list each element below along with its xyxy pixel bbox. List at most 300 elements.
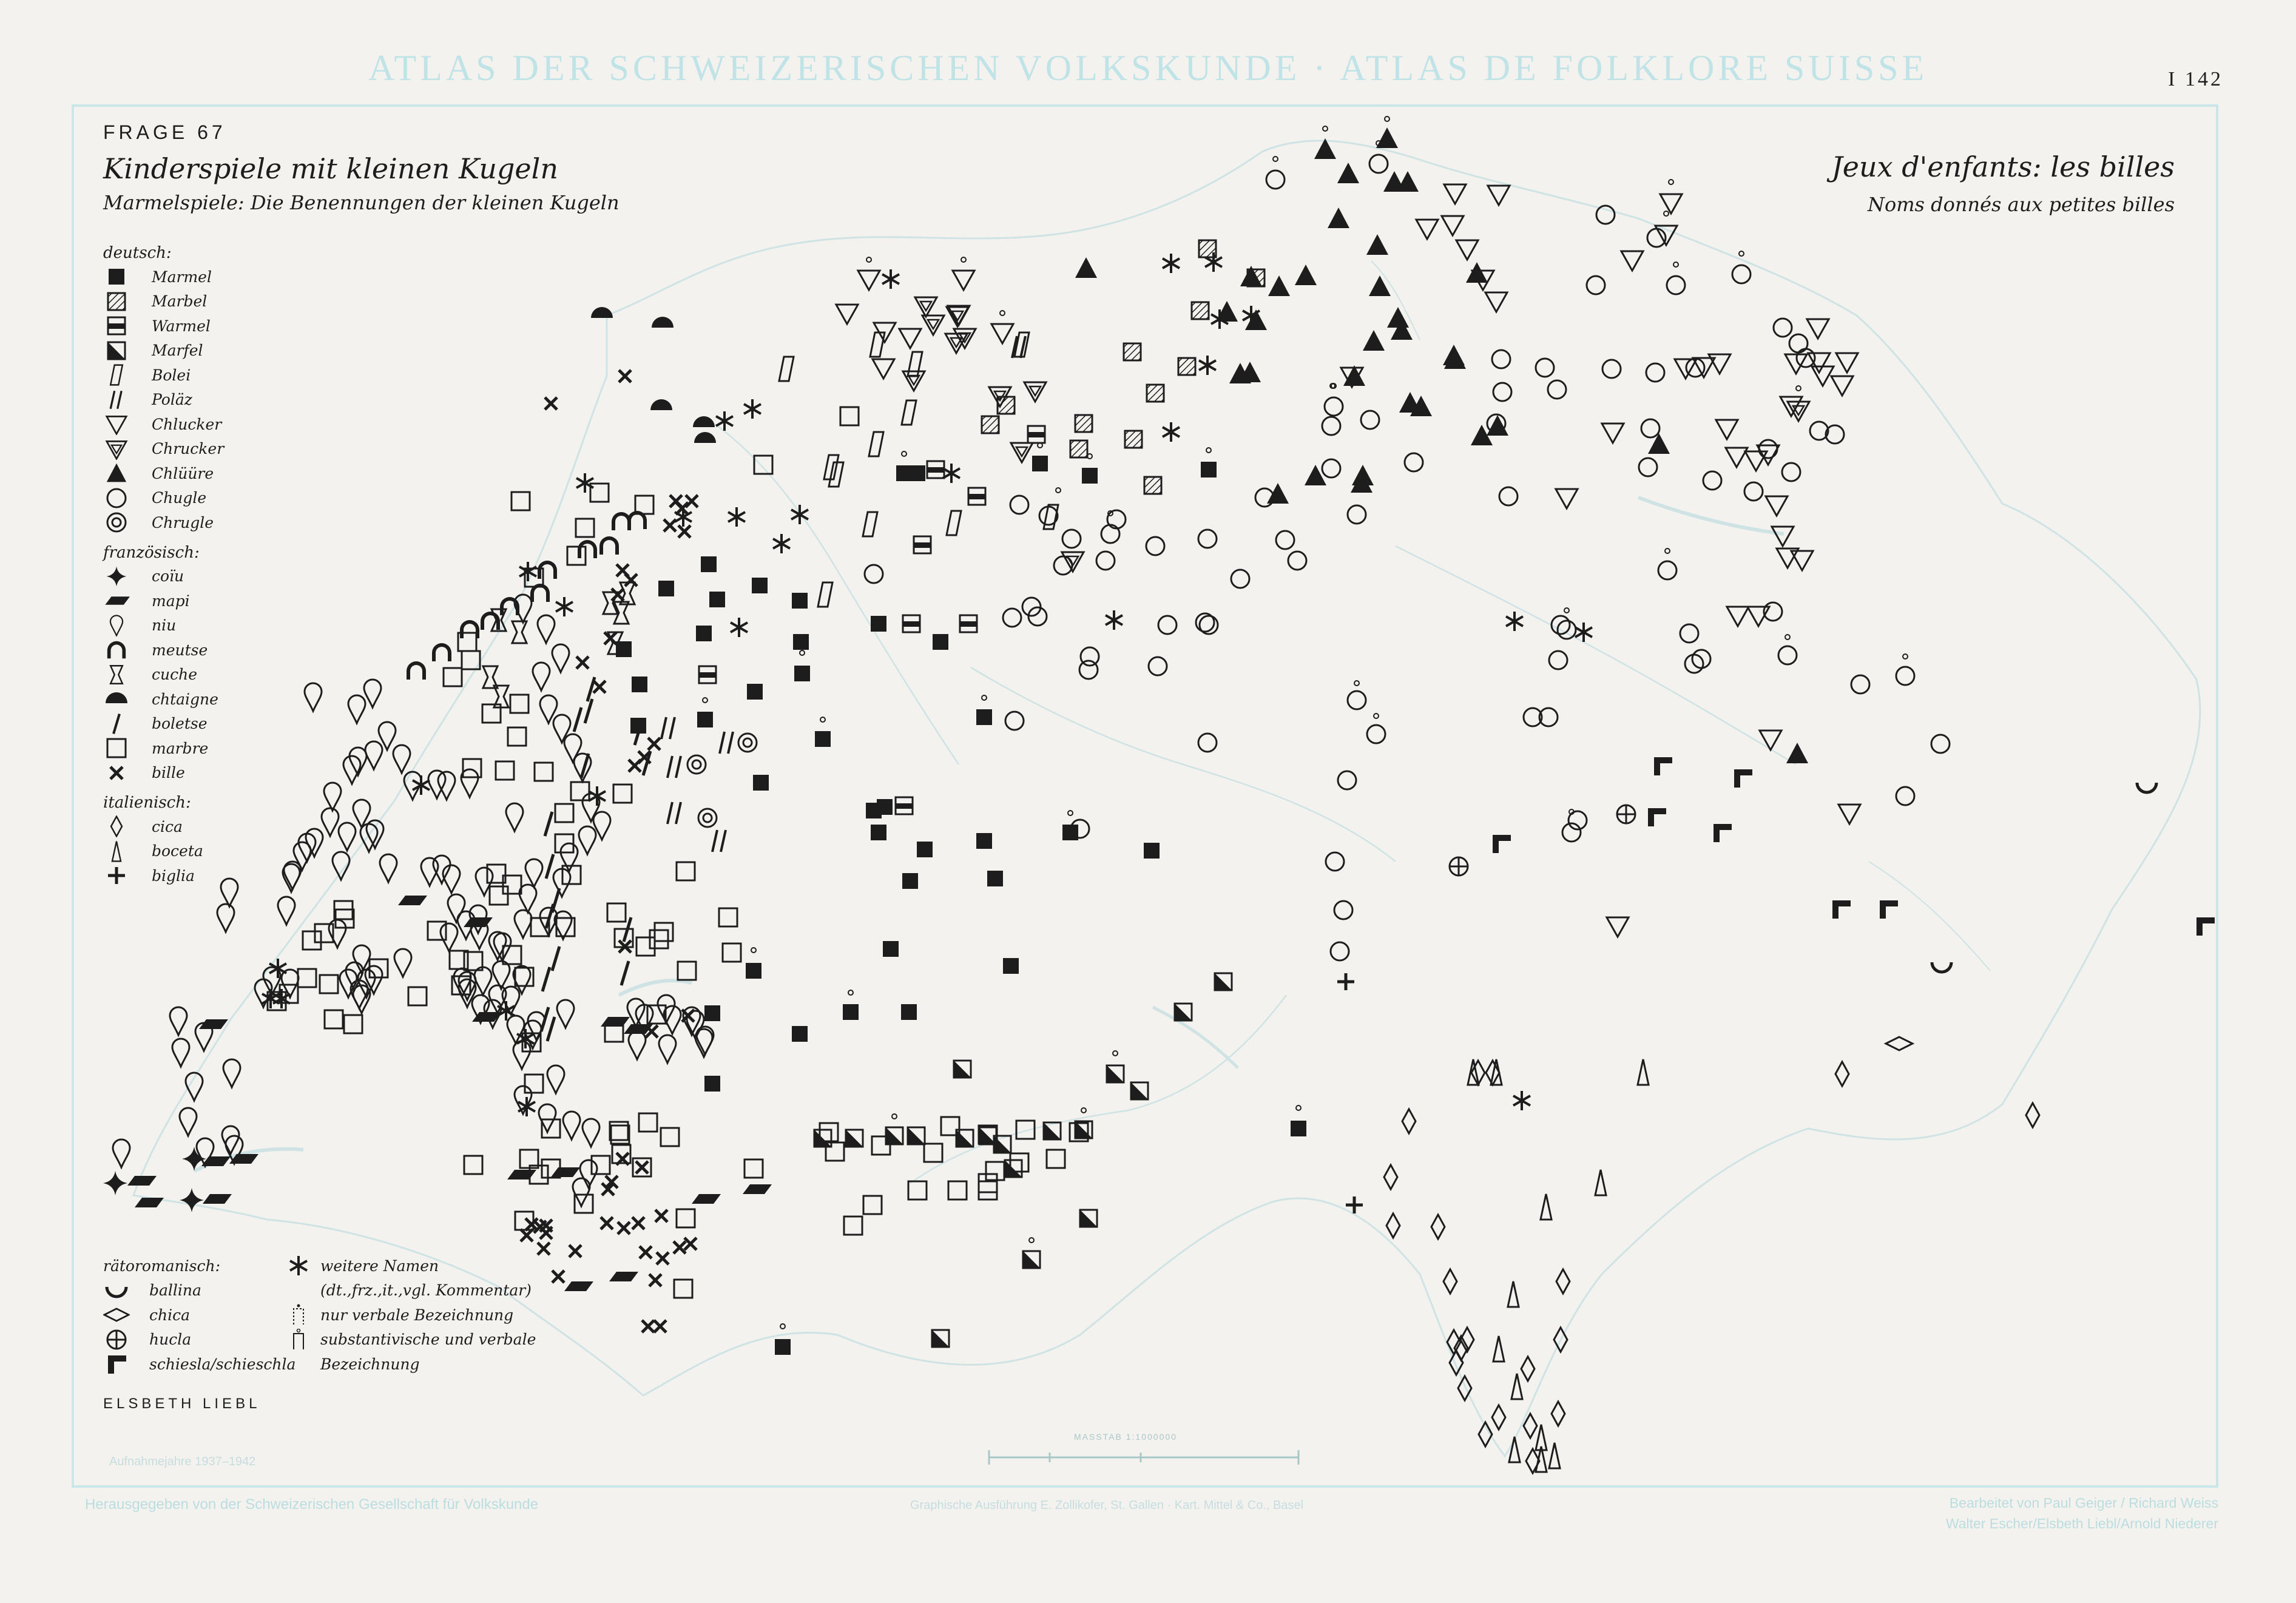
verbal-mark <box>1785 635 1790 640</box>
verbal-mark <box>848 990 853 995</box>
map-symbol-marmel <box>1003 958 1019 974</box>
map-symbol-warmel <box>903 615 920 632</box>
map-symbol-mapi <box>609 1272 638 1281</box>
map-symbol-bille <box>655 1210 667 1222</box>
four-point-star-icon <box>103 565 130 587</box>
map-symbol-marbre <box>723 943 741 962</box>
slash-icon <box>103 713 130 735</box>
map-symbol-chlucker <box>836 305 858 324</box>
map-symbol-schiesla <box>1714 824 1732 842</box>
map-symbol-asterisk <box>589 786 606 806</box>
flat-diamond-icon <box>103 1304 130 1326</box>
map-symbol-marbre <box>745 1159 763 1178</box>
map-symbol-chugle <box>1778 646 1797 664</box>
map-symbol-bolei <box>818 582 832 607</box>
map-symbol-bolei <box>863 512 877 536</box>
map-symbol-niu <box>629 1031 646 1059</box>
map-symbol-chlucker <box>858 271 880 290</box>
map-symbol-chugle <box>1276 531 1294 549</box>
map-symbol-schiesla <box>2196 917 2215 936</box>
map-symbol-chluere <box>1648 433 1670 454</box>
map-symbol-chugle <box>1551 616 1570 634</box>
map-symbol-boceta <box>1508 1281 1519 1307</box>
map-symbol-marbre <box>542 1119 560 1138</box>
map-symbol-chlucker <box>1456 240 1478 260</box>
map-symbol-meutse <box>432 643 451 661</box>
map-symbol-warmel <box>699 666 716 683</box>
map-symbol-marmel <box>632 677 647 692</box>
legend-item-chrucker: Chrucker <box>103 437 419 462</box>
map-symbol-cica <box>1556 1269 1570 1294</box>
map-symbol-chugle <box>1536 359 1554 377</box>
map-symbol-cica <box>1521 1357 1535 1381</box>
legend-item-verbal: nur verbale Bezeichnung <box>285 1303 601 1328</box>
map-symbol-chugle <box>1348 505 1366 524</box>
map-symbol-niu <box>564 734 581 762</box>
map-symbol-chlucker <box>1660 194 1682 214</box>
hatched-square-icon <box>103 291 130 312</box>
map-symbol-chugle <box>1361 411 1379 429</box>
legend-group-italienisch: italienisch: <box>103 794 191 812</box>
map-symbol-bille <box>686 495 698 507</box>
map-symbol-niu <box>223 1059 240 1087</box>
legend-item-weitere-namen: weitere Namen <box>285 1254 601 1278</box>
map-symbol-niu <box>428 771 445 798</box>
map-symbol-chlucker <box>1444 184 1466 204</box>
survey-period: Aufnahmejahre 1937–1942 <box>109 1455 256 1468</box>
map-symbol-marmel <box>704 1076 720 1092</box>
map-symbol-chugle <box>1759 440 1777 458</box>
map-symbol-marfel <box>1080 1210 1097 1227</box>
map-symbol-bille <box>642 1320 654 1332</box>
map-symbol-asterisk <box>882 269 899 289</box>
verbal-mark <box>1664 211 1669 216</box>
verbal-mark <box>1068 811 1073 815</box>
map-symbol-marbre <box>636 937 655 956</box>
verbal-mark <box>1796 386 1801 391</box>
map-symbol-chugle <box>1639 458 1657 476</box>
map-title-fr: Jeux d'enfants: les billes <box>1831 150 2175 183</box>
verbal-mark <box>1273 157 1278 161</box>
map-symbol-marmel <box>871 825 886 840</box>
map-symbol-chugle <box>1348 691 1366 709</box>
verbal-mark <box>1323 126 1328 131</box>
map-symbol-chrugle <box>687 755 706 774</box>
verbal-mark <box>1206 448 1211 453</box>
map-symbol-asterisk <box>1163 422 1180 442</box>
map-symbol-marmel <box>792 1026 808 1042</box>
legend-item-marfel: Marfel <box>103 339 419 363</box>
legend-item-bolei: Bolei <box>103 363 419 388</box>
map-symbol-meutse <box>578 540 597 558</box>
legend-item-chrugle: Chrugle <box>103 510 419 535</box>
map-symbol-chlucker <box>991 324 1013 343</box>
map-symbol-chica <box>1886 1037 1913 1050</box>
map-symbol-meutse <box>599 536 619 555</box>
map-symbol-chugle <box>1149 657 1167 675</box>
map-symbol-chugle <box>1322 417 1340 435</box>
map-symbol-boceta <box>1509 1437 1520 1462</box>
legend-item-bille: bille <box>103 761 419 786</box>
legend-item-chugle: Chugle <box>103 486 419 511</box>
verbal-mark <box>820 717 825 722</box>
legend-item-boceta: boceta <box>103 839 419 864</box>
map-symbol-asterisk <box>519 562 536 581</box>
map-symbol-bille <box>619 370 631 382</box>
double-down-triangle-icon <box>103 438 130 460</box>
map-symbol-marmel <box>815 731 831 747</box>
verbal-mark <box>1113 1051 1118 1056</box>
legend-item-chtaigne: chtaigne <box>103 687 419 712</box>
map-symbol-marbel <box>982 416 999 433</box>
map-symbol-marbel <box>1125 431 1142 448</box>
map-symbol-marbel <box>1070 440 1087 457</box>
map-symbol-marbre <box>464 1156 482 1174</box>
legend-item-meutse: meutse <box>103 638 419 663</box>
map-symbol-niu <box>515 910 532 938</box>
double-circle-icon <box>103 511 130 533</box>
map-symbol-cica <box>1402 1109 1416 1133</box>
map-symbol-marbre <box>592 1156 610 1174</box>
map-symbol-marmel <box>976 833 992 849</box>
map-symbol-chlucker <box>1442 216 1464 235</box>
map-symbol-marmel <box>877 799 893 815</box>
map-symbol-niu <box>557 1000 574 1028</box>
publisher: Herausgegeben von der Schweizerischen Gesellschaft für Volkskunde <box>85 1496 539 1513</box>
map-symbol-bille <box>545 397 557 410</box>
map-symbol-marmel <box>976 709 992 725</box>
map-symbol-coiu <box>180 1188 204 1212</box>
map-symbol-niu <box>394 949 411 977</box>
map-symbol-bolei <box>869 432 883 456</box>
filled-square-icon <box>103 266 130 288</box>
map-symbol-chlucker <box>899 329 921 348</box>
map-symbol-marbre <box>650 930 668 948</box>
map-symbol-chugle <box>1493 383 1511 401</box>
map-symbol-marbre <box>948 1181 967 1200</box>
map-symbol-niu <box>547 1065 564 1093</box>
map-symbol-marmel <box>1032 456 1048 471</box>
map-symbol-chlucker <box>1838 805 1860 824</box>
map-symbol-cica <box>1443 1269 1457 1294</box>
map-symbol-marbre <box>496 761 514 780</box>
banded-square-icon <box>103 315 130 337</box>
legend-item-niu: niu <box>103 613 419 638</box>
map-symbol-chugle <box>1146 537 1164 555</box>
map-symbol-chugle <box>1931 735 1950 753</box>
map-symbol-chlucker <box>1602 424 1624 443</box>
map-symbol-marbre <box>986 1162 1004 1180</box>
map-symbol-chtaigne <box>591 307 613 318</box>
map-symbol-marbre <box>924 1144 942 1162</box>
legend-item-warmel: Warmel <box>103 314 419 339</box>
map-symbol-cuche <box>512 621 527 643</box>
map-symbol-marfel <box>1131 1082 1148 1099</box>
map-symbol-chtaigne <box>650 399 672 410</box>
map-symbol-asterisk <box>518 1097 535 1116</box>
map-symbol-asterisk <box>556 597 573 616</box>
map-symbol-marmel <box>747 684 763 700</box>
map-symbol-chrucker <box>1024 382 1046 402</box>
map-symbol-bille <box>593 681 606 693</box>
map-symbol-chugle <box>1744 482 1763 501</box>
map-symbol-chugle <box>1369 155 1388 173</box>
map-symbol-chugle <box>1331 942 1349 960</box>
map-symbol-marmel <box>752 578 768 593</box>
map-symbol-chrucker <box>922 316 944 335</box>
map-symbol-bille <box>640 1246 652 1258</box>
asterisk-icon <box>285 1255 312 1277</box>
map-symbol-chugle <box>1789 334 1808 353</box>
cross-x-icon <box>103 762 130 784</box>
map-symbol-cica <box>1551 1402 1565 1426</box>
map-symbol-marbre <box>639 1113 657 1132</box>
map-symbol-marbre <box>490 886 508 905</box>
author: ELSBETH LIEBL <box>103 1395 261 1412</box>
map-symbol-warmel <box>960 615 977 632</box>
map-symbol-niu <box>552 644 569 672</box>
map-symbol-bolei <box>870 332 885 357</box>
verbal-mark <box>1056 488 1061 493</box>
map-symbol-marmel <box>746 963 761 979</box>
map-symbol-asterisk <box>728 507 745 527</box>
map-symbol-chluere <box>1305 465 1326 485</box>
map-symbol-bille <box>625 574 637 586</box>
map-symbol-marbel <box>1144 477 1161 494</box>
legend-item-cica: cica <box>103 814 419 839</box>
map-symbol-boceta <box>1549 1443 1560 1468</box>
map-symbol-chugle <box>1587 276 1605 294</box>
map-symbol-asterisk <box>675 507 692 527</box>
map-symbol-mapi <box>135 1198 164 1207</box>
map-symbol-marmel <box>701 556 717 572</box>
legend-item-bezeichnung: Bezeichnung <box>320 1355 420 1373</box>
map-symbol-polaez <box>667 756 681 778</box>
sheet-number: I 142 <box>2168 68 2223 90</box>
map-symbol-cica <box>1492 1405 1505 1429</box>
map-symbol-marbre <box>1047 1150 1065 1168</box>
map-symbol-bille <box>601 1217 613 1229</box>
legend-item-chlucker: Chlucker <box>103 412 419 437</box>
verbal-mark <box>892 1114 897 1119</box>
legend-item-chica: chica <box>103 1303 358 1328</box>
map-symbol-mapi <box>551 1167 580 1177</box>
map-symbol-bille <box>632 1217 644 1229</box>
map-symbol-niu <box>579 826 596 854</box>
map-symbol-chugle <box>1338 771 1356 789</box>
map-symbol-chugle <box>1266 170 1285 189</box>
map-symbol-boceta <box>1541 1194 1551 1220</box>
parallelogram-icon <box>103 590 130 612</box>
map-symbol-niu <box>438 772 455 800</box>
map-symbol-chugle <box>1826 425 1844 444</box>
legend-item-cuche: cuche <box>103 663 419 687</box>
map-symbol-meutse <box>500 597 519 615</box>
map-symbol-marmel <box>1291 1121 1306 1136</box>
map-symbol-marfel <box>908 1127 925 1144</box>
map-symbol-marbre <box>444 668 462 686</box>
atlas-title: ATLAS DER SCHWEIZERISCHEN VOLKSKUNDE · ATLAS DE FOLKLORE SUISSE <box>368 48 1928 88</box>
map-symbol-asterisk <box>269 959 286 978</box>
map-symbol-niu <box>448 894 465 922</box>
map-symbol-schiesla <box>1493 835 1511 853</box>
map-symbol-asterisk <box>716 411 733 431</box>
map-symbol-marbre <box>863 1196 882 1214</box>
narrow-triangle-icon <box>103 840 130 862</box>
map-symbol-chugle <box>1703 471 1721 490</box>
map-symbol-chlucker <box>1807 319 1829 339</box>
verbal-mark <box>1296 1105 1301 1110</box>
map-symbol-marmel <box>753 775 769 791</box>
map-symbol-chugle <box>1096 552 1115 570</box>
map-symbol-chugle <box>1851 675 1869 694</box>
printer: Graphische Ausführung E. Zollikofer, St. Gallen · Kart. Mittel & Co., Basel <box>910 1499 1304 1512</box>
map-symbol-chugle <box>1549 651 1567 669</box>
map-symbol-ballina <box>1932 962 1951 972</box>
map-symbol-chluere <box>1268 275 1290 296</box>
map-symbol-marbre <box>571 782 589 800</box>
map-symbol-marmel <box>917 842 933 857</box>
verbal-mark <box>800 650 805 655</box>
map-symbol-marbre <box>677 862 695 880</box>
map-symbol-marmel <box>1082 468 1098 484</box>
map-symbol-chugle <box>1602 360 1621 378</box>
map-symbol-chlucker <box>1485 292 1507 312</box>
map-symbol-marmel <box>658 581 674 596</box>
legend-item-polaez: Poläz <box>103 388 419 413</box>
map-symbol-chugle <box>1288 552 1306 570</box>
circle-icon <box>103 487 130 509</box>
map-symbol-chugle <box>1003 609 1021 627</box>
map-symbol-marbre <box>840 407 859 425</box>
map-symbol-warmel <box>927 461 944 478</box>
map-symbol-chluere <box>1466 262 1488 283</box>
verbal-mark <box>1665 548 1670 553</box>
map-symbol-cica <box>2026 1103 2039 1127</box>
map-symbol-niu <box>113 1139 130 1167</box>
hourglass-bar-icon <box>103 664 130 686</box>
verbal-mark <box>1903 654 1908 659</box>
map-symbol-chtaigne <box>693 416 715 427</box>
map-symbol-chugle <box>1658 561 1676 579</box>
map-symbol-marbre <box>677 1209 695 1227</box>
map-symbol-bolei <box>902 400 916 425</box>
map-symbol-marbre <box>844 1217 862 1235</box>
map-symbol-marmel <box>696 626 712 641</box>
verbal-mark <box>1354 681 1359 686</box>
legend-item-boletse: boletse <box>103 712 419 737</box>
map-symbol-niu <box>533 663 550 690</box>
map-symbol-chlucker <box>1727 607 1749 626</box>
map-symbol-chlucker <box>1772 527 1794 546</box>
map-symbol-marbre <box>567 547 586 565</box>
map-symbol-chugle <box>1782 463 1800 481</box>
map-symbol-asterisk <box>744 399 761 419</box>
map-symbol-warmel <box>968 488 985 505</box>
map-symbol-marmel <box>775 1339 791 1355</box>
map-symbol-boletse <box>585 699 592 723</box>
title-block-de <box>103 121 649 214</box>
map-symbol-niu <box>582 1119 599 1147</box>
map-symbol-bille <box>604 632 616 644</box>
map-symbol-hucla <box>1450 857 1468 876</box>
map-symbol-boceta <box>1638 1059 1649 1085</box>
map-symbol-niu <box>443 865 460 893</box>
map-symbol-niu <box>172 1039 189 1067</box>
cup-icon <box>103 1280 130 1301</box>
map-symbol-marbre <box>576 519 594 537</box>
solid-bracket-icon <box>285 1329 312 1351</box>
verbal-mark <box>866 257 871 262</box>
map-symbol-marbre <box>607 903 626 922</box>
map-symbol-chlucker <box>1416 220 1438 239</box>
map-symbol-marmel <box>1144 843 1160 859</box>
legend-group-deutsch: deutsch: <box>103 244 172 262</box>
plus-icon <box>103 865 130 886</box>
legend-item-ballina: ballina <box>103 1278 358 1303</box>
map-symbol-schiesla <box>1648 808 1666 826</box>
verbal-mark <box>703 698 707 703</box>
map-symbol-chugle <box>1896 667 1914 685</box>
map-symbol-boletse <box>546 854 553 879</box>
map-symbol-schiesla <box>1734 769 1752 788</box>
map-symbol-chugle <box>865 565 883 583</box>
map-symbol-marbre <box>512 492 530 510</box>
verbal-mark <box>1000 311 1005 316</box>
map-symbol-chlucker <box>873 359 894 379</box>
map-symbol-marbre <box>979 1181 997 1200</box>
map-symbol-chugle <box>1896 787 1914 805</box>
map-symbol-warmel <box>1028 426 1045 443</box>
map-symbol-bolei <box>908 352 922 376</box>
map-symbol-chugle <box>1646 363 1664 382</box>
map-symbol-bolei <box>779 357 794 381</box>
map-symbol-marmel <box>794 666 810 681</box>
map-symbol-marmel <box>902 873 918 889</box>
map-symbol-chlucker <box>1716 420 1738 439</box>
map-symbol-marfel <box>1215 973 1232 990</box>
down-triangle-icon <box>103 413 130 435</box>
map-symbol-cica <box>1431 1215 1445 1239</box>
verbal-mark <box>751 948 756 953</box>
verbal-mark <box>902 451 907 456</box>
map-symbol-marbel <box>1075 415 1092 432</box>
map-symbol-marbre <box>678 962 696 980</box>
map-symbol-boletse <box>621 961 629 985</box>
map-symbol-chugle <box>1548 380 1566 399</box>
map-symbol-chluere <box>1383 171 1405 192</box>
map-symbol-marbel <box>1147 385 1164 402</box>
map-symbol-niu <box>659 1035 676 1063</box>
map-symbol-chugle <box>1732 265 1751 283</box>
map-symbol-marbre <box>674 1280 692 1298</box>
map-symbol-chugle <box>1596 206 1615 224</box>
map-symbol-marbre <box>303 931 321 950</box>
scale-bar <box>989 1450 1298 1465</box>
map-symbol-marbre <box>655 923 673 941</box>
map-symbol-chtaigne <box>652 317 674 328</box>
map-symbol-marbel <box>1124 343 1141 360</box>
editors-line-2: Walter Escher/Elsbeth Liebl/Arnold Niederer <box>1945 1516 2218 1531</box>
map-symbol-boletse <box>547 1017 555 1041</box>
map-symbol-marbre <box>719 908 737 926</box>
arch-icon <box>103 639 130 661</box>
map-symbol-boletse <box>574 707 581 732</box>
map-symbol-marmel <box>697 712 713 727</box>
map-symbol-marbre <box>344 1015 362 1033</box>
map-symbol-schiesla <box>1832 900 1851 919</box>
map-symbol-boletse <box>581 754 589 778</box>
